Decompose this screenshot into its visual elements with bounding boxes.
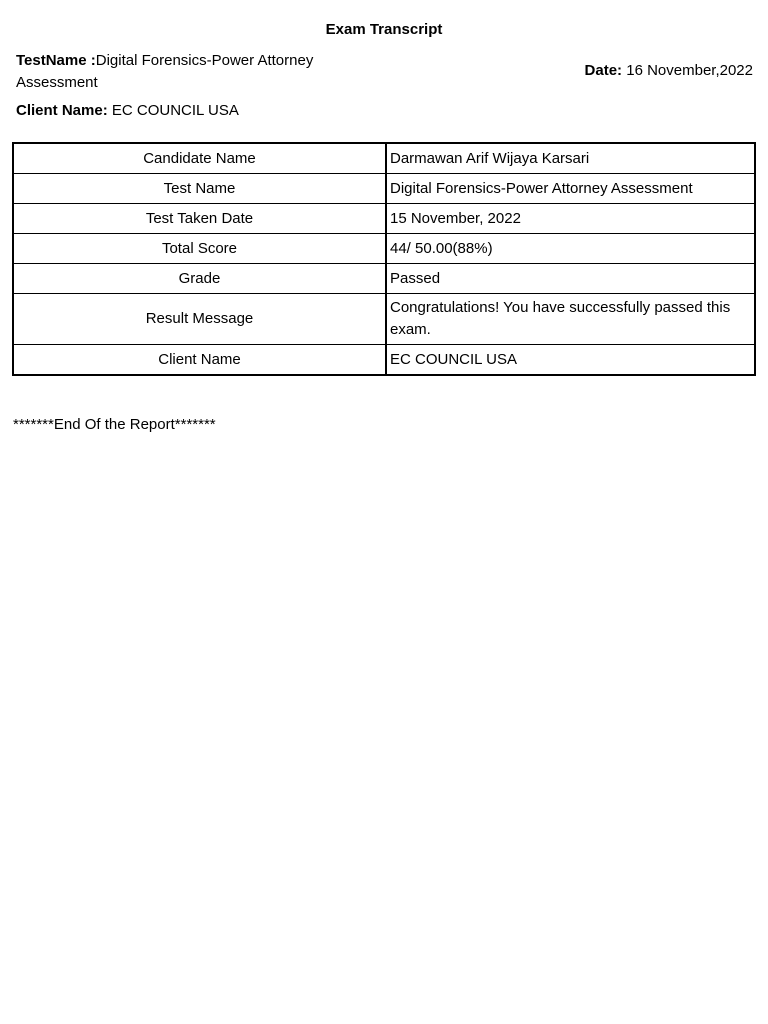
table-row — [13, 345, 755, 376]
row-value: Digital Forensics-Power Attorney Assessment — [386, 174, 755, 204]
end-of-report: *******End Of the Report******* — [13, 416, 216, 433]
test-name-value: Digital Forensics-Power Attorney Assessment — [16, 52, 314, 91]
table-row — [13, 204, 755, 234]
row-label: Test Name — [13, 174, 386, 204]
table-row — [13, 143, 755, 174]
client-name-line — [16, 102, 239, 119]
row-label: Test Taken Date — [13, 204, 386, 234]
table-row — [13, 234, 755, 264]
test-name-label: TestName : — [16, 52, 96, 69]
table-row — [13, 264, 755, 294]
row-value: Darmawan Arif Wijaya Karsari — [386, 143, 755, 174]
table-row — [13, 174, 755, 204]
row-value: 15 November, 2022 — [386, 204, 755, 234]
row-label: Client Name — [13, 345, 386, 376]
row-label: Candidate Name — [13, 143, 386, 174]
row-value: 44/ 50.00(88%) — [386, 234, 755, 264]
client-name-label: Client Name: — [16, 102, 108, 119]
row-label: Result Message — [13, 294, 386, 345]
test-name-line — [16, 50, 346, 94]
row-value: Passed — [386, 264, 755, 294]
row-value: Congratulations! You have successfully passed this exam. — [386, 294, 755, 345]
transcript-table — [12, 142, 756, 376]
date-value: 16 November,2022 — [626, 62, 753, 79]
row-value: EC COUNCIL USA — [386, 345, 755, 376]
row-label: Total Score — [13, 234, 386, 264]
date-line — [585, 62, 753, 79]
client-name-value: EC COUNCIL USA — [111, 102, 239, 119]
table-row — [13, 294, 755, 345]
row-label: Grade — [13, 264, 386, 294]
page-title: Exam Transcript — [325, 21, 443, 38]
date-label: Date: — [584, 62, 623, 79]
